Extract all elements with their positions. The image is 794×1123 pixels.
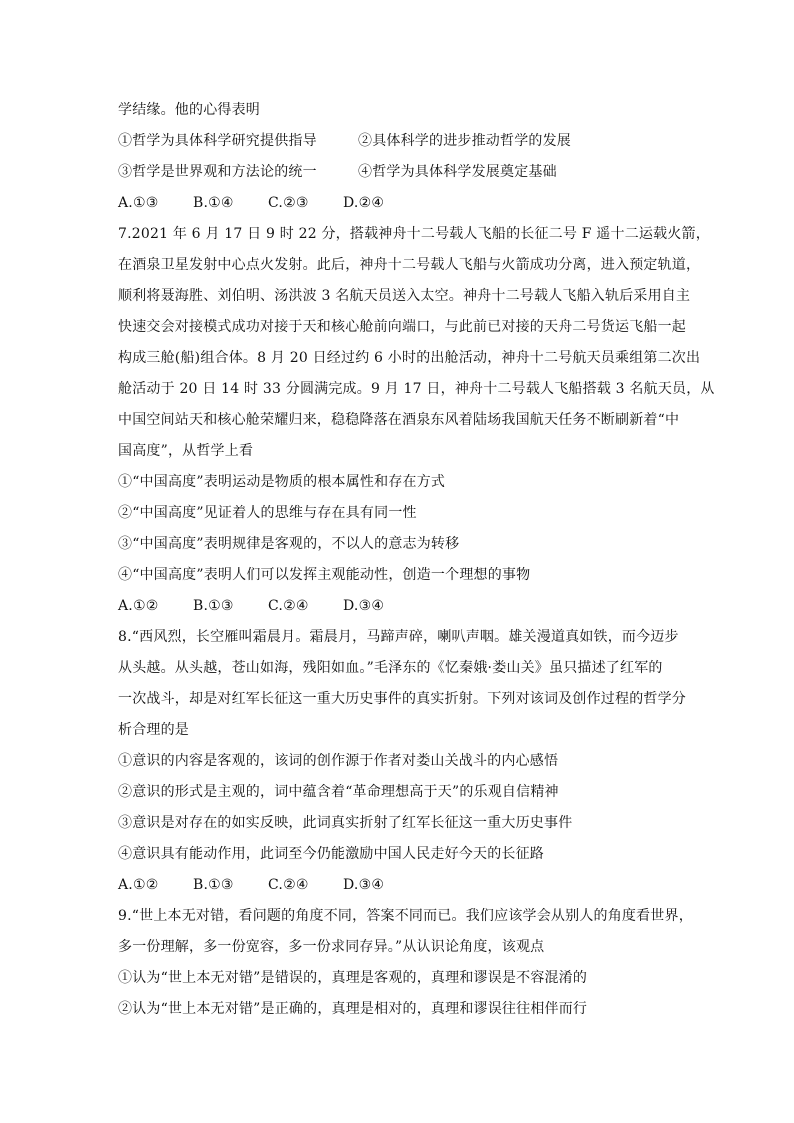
q7-option-3: ③“中国高度”表明规律是客观的，不以人的意志为转移 — [118, 536, 460, 552]
q7-stem-line: 7.2021 年 6 月 17 日 9 时 22 分，搭载神舟十二号载人飞船的长征二号 F 遥十二运载火箭， — [118, 226, 710, 242]
q6-option-2: ②具体科学的进步推动哲学的发展 — [358, 133, 571, 149]
q7-stem-line: 国高度”，从哲学上看 — [118, 443, 254, 459]
q7-option-4: ④“中国高度”表明人们可以发挥主观能动性，创造一个理想的事物 — [118, 567, 531, 583]
q7-stem-line: 快速交会对接模式成功对接于天和核心舱前向端口，与此前已对接的天舟二号货运飞船一起 — [118, 319, 686, 335]
q7-stem-line: 构成三舱(船)组合体。8 月 20 日经过约 6 小时的出舱活动，神舟十二号航天员乘组第二次出 — [118, 350, 701, 366]
q7-option-1: ①“中国高度”表明运动是物质的根本属性和存在方式 — [118, 474, 446, 490]
q6-options-row-2 — [118, 162, 688, 182]
q6-choice-c: C.②③ — [268, 195, 309, 211]
q7-stem-line: 舱活动于 20 日 14 时 33 分圆满完成。9 月 17 日，神舟十二号载人飞船搭载 3 名航天员，从 — [118, 381, 715, 397]
q8-option-2: ②意识的形式是主观的，词中蕴含着“革命理想高于天”的乐观自信精神 — [118, 784, 559, 800]
q7-choice-a: A.①② — [118, 598, 159, 614]
q6-choice-d: D.②④ — [343, 195, 385, 211]
q7-stem-line: 中国空间站天和核心舱荣耀归来，稳稳降落在酒泉东风着陆场我国航天任务不断刷新着“中 — [118, 412, 680, 428]
q8-stem-line: 一次战斗，却是对红军长征这一重大历史事件的真实折射。下列对该词及创作过程的哲学分 — [118, 691, 686, 707]
q7-option-2: ②“中国高度”见证着人的思维与存在具有同一性 — [118, 505, 417, 521]
q8-choices — [118, 875, 688, 895]
q8-option-1: ①意识的内容是客观的，该词的创作源于作者对娄山关战斗的内心感悟 — [118, 753, 559, 769]
q8-choice-d: D.③④ — [343, 877, 385, 893]
q6-option-4: ④哲学为具体科学发展奠定基础 — [358, 164, 557, 180]
q7-choice-b: B.①③ — [193, 598, 234, 614]
q9-option-2: ②认为“世上本无对错”是正确的，真理是相对的，真理和谬误往往相伴而行 — [118, 1001, 588, 1017]
q9-option-1: ①认为“世上本无对错”是错误的，真理是客观的，真理和谬误是不容混淆的 — [118, 970, 588, 986]
q6-option-1: ①哲学为具体科学研究提供指导 — [118, 133, 317, 149]
q8-choice-a: A.①② — [118, 877, 159, 893]
q6-option-3: ③哲学是世界观和方法论的统一 — [118, 164, 317, 180]
q6-stem-tail: 学结缘。他的心得表明 — [118, 102, 260, 118]
q9-stem-line: 多一份理解，多一份宽容，多一份求同存异。”从认识论角度，该观点 — [118, 939, 545, 955]
q8-choice-c: C.②④ — [268, 877, 309, 893]
q6-choice-a: A.①③ — [118, 195, 159, 211]
q8-stem-line: 8.“西风烈，长空雁叫霜晨月。霜晨月，马蹄声碎，喇叭声咽。雄关漫道真如铁，而今迈步 — [118, 629, 679, 645]
q6-options-row-1 — [118, 131, 688, 151]
q9-stem-line: 9.“世上本无对错，看问题的角度不同，答案不同而已。我们应该学会从别人的角度看世界， — [118, 908, 693, 924]
q8-stem-line: 从头越。从头越，苍山如海，残阳如血。”毛泽东的《忆秦娥·娄山关》虽只描述了红军的 — [118, 660, 663, 676]
q7-choice-c: C.②④ — [268, 598, 309, 614]
q8-option-4: ④意识具有能动作用，此词至今仍能激励中国人民走好今天的长征路 — [118, 846, 544, 862]
q6-choices — [118, 193, 688, 213]
q7-choice-d: D.③④ — [343, 598, 385, 614]
q7-choices — [118, 596, 688, 616]
q7-stem-line: 顺利将聂海胜、刘伯明、汤洪波 3 名航天员送入太空。神舟十二号载人飞船入轨后采用自主 — [118, 288, 691, 304]
q8-option-3: ③意识是对存在的如实反映，此词真实折射了红军长征这一重大历史事件 — [118, 815, 573, 831]
q6-choice-b: B.①④ — [193, 195, 234, 211]
q8-choice-b: B.①③ — [193, 877, 234, 893]
document-page — [118, 100, 715, 1030]
q7-stem-line: 在酒泉卫星发射中心点火发射。此后，神舟十二号载人飞船与火箭成功分离，进入预定轨道， — [118, 257, 701, 273]
q8-stem-line: 析合理的是 — [118, 722, 189, 738]
